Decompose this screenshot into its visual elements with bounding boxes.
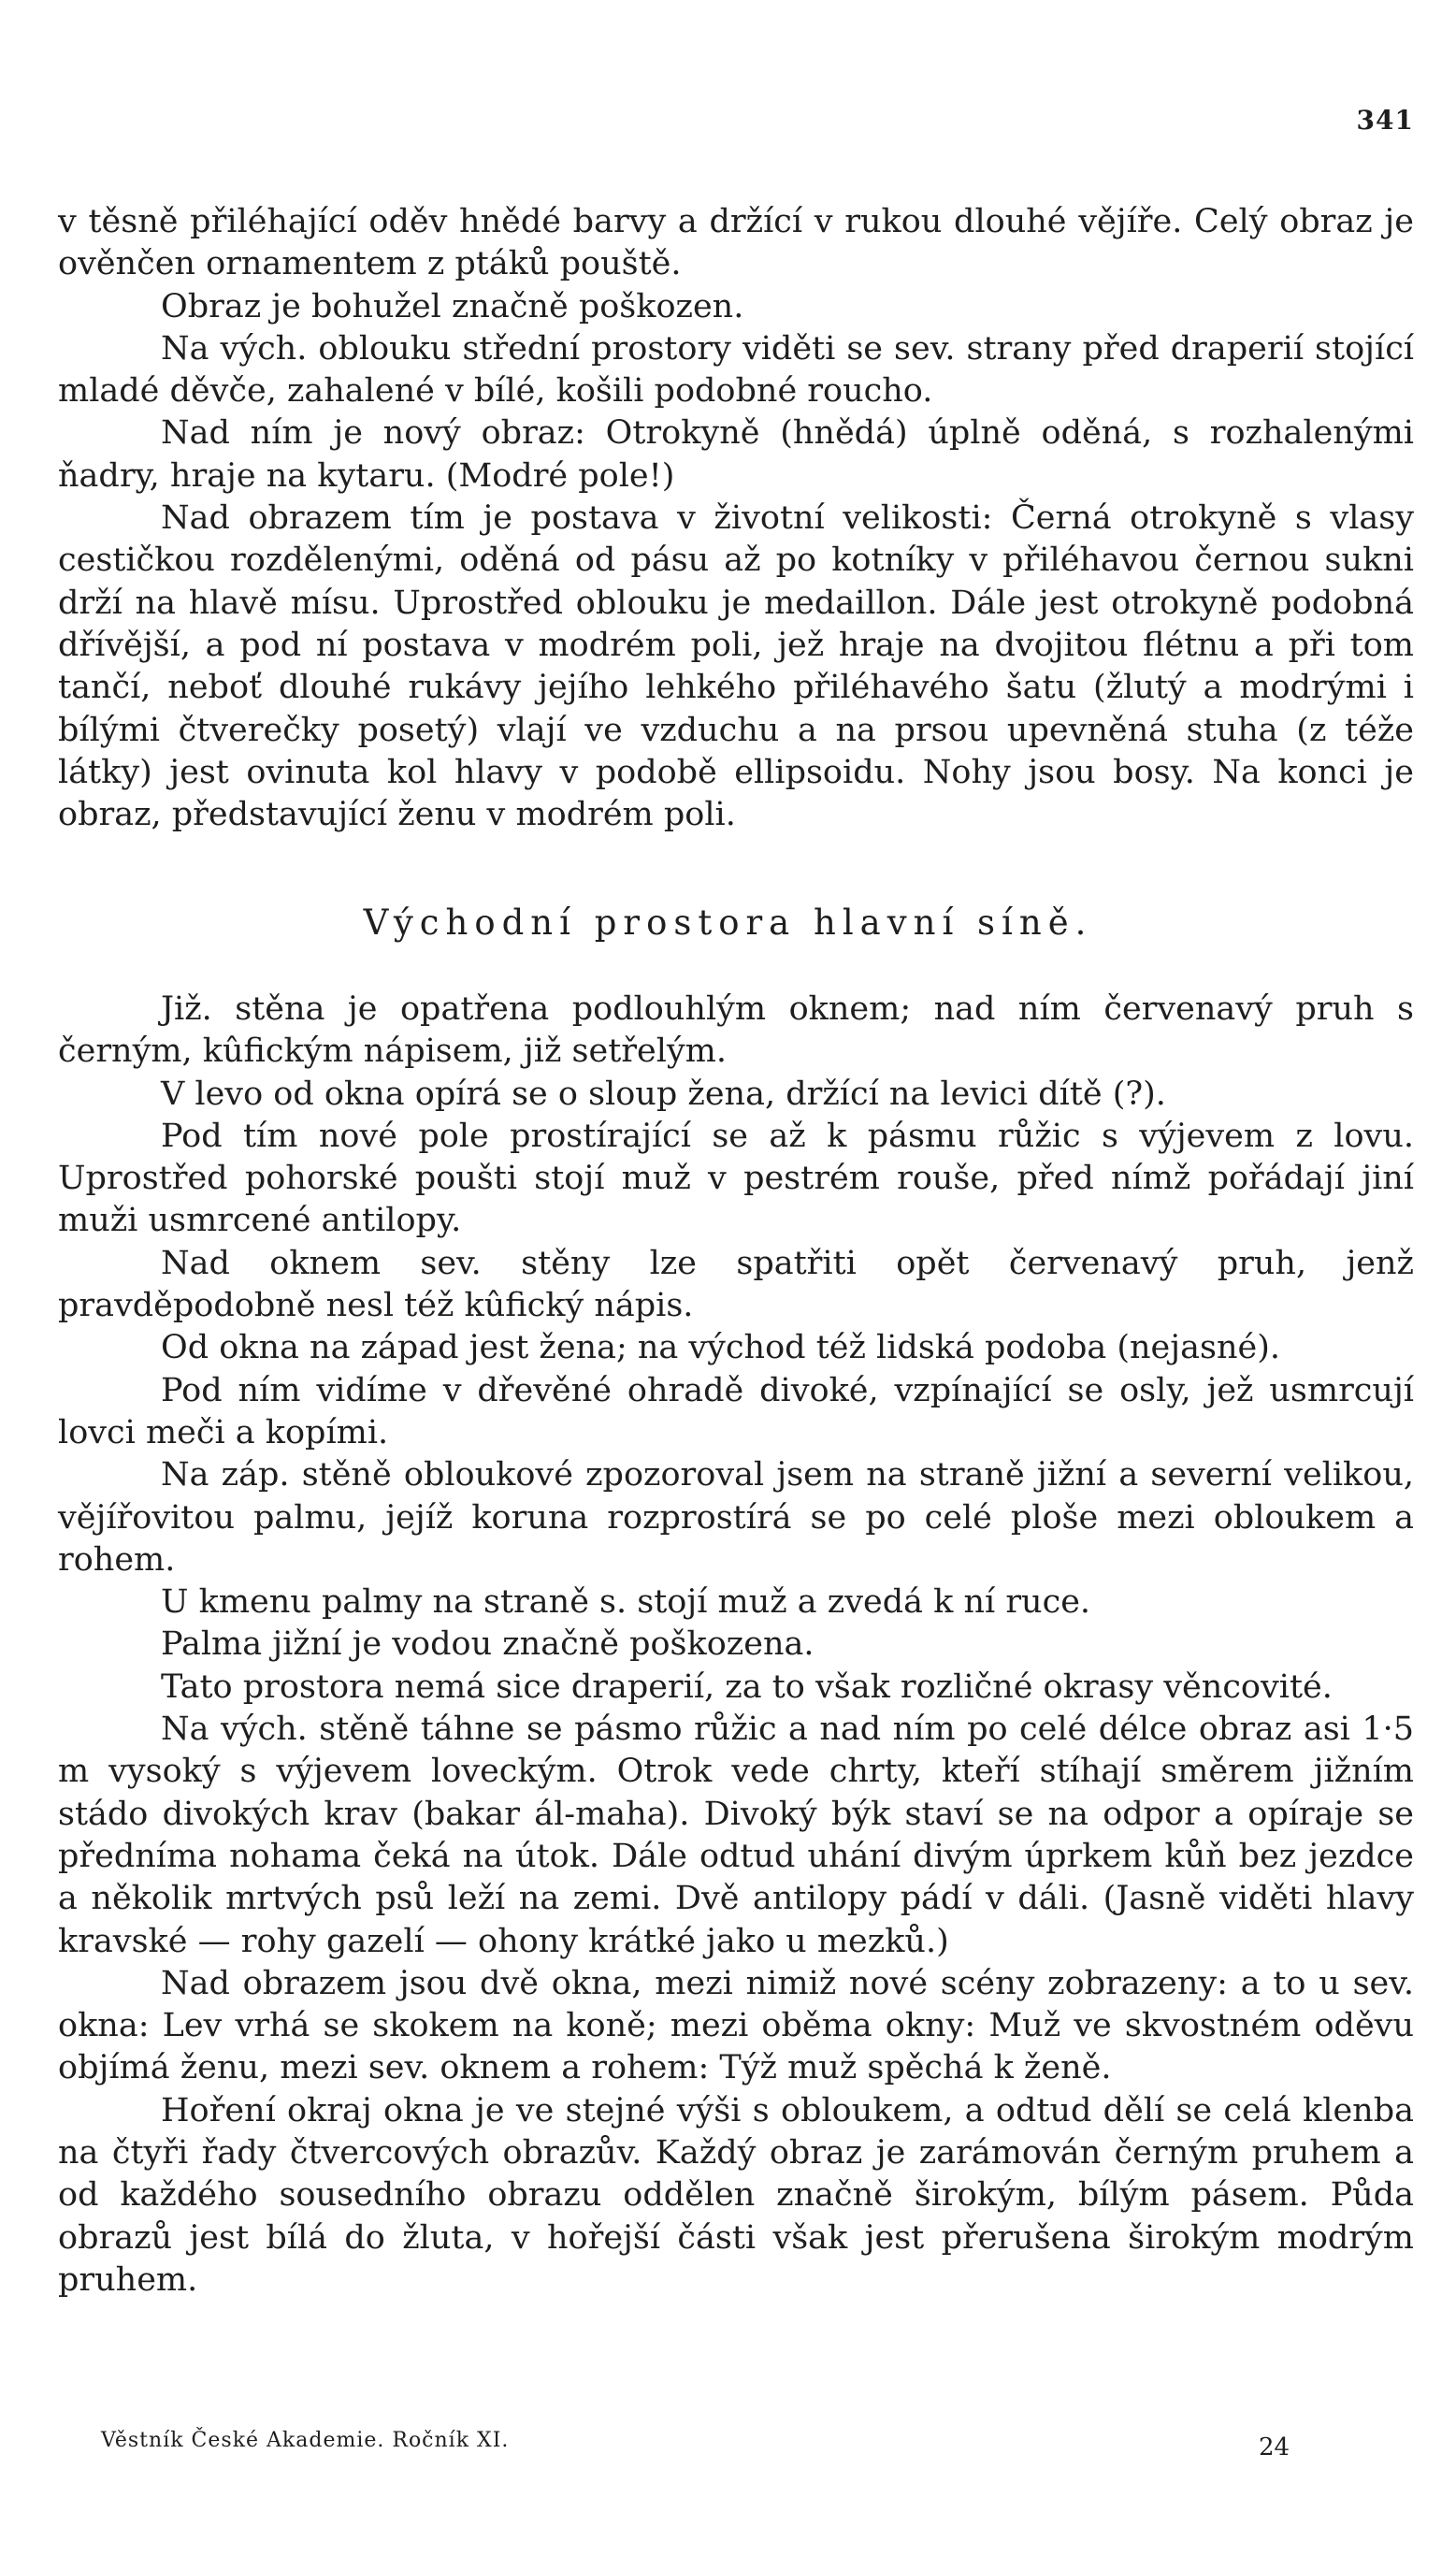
signature-number: 24 xyxy=(1259,2433,1290,2461)
paragraph: V levo od okna opírá se o sloup žena, držící na levici dítě (?). xyxy=(161,1075,1166,1113)
paragraph: Nad oknem sev. stěny lze spatřiti opět červenavý pruh, jenž pravděpodobně nesl též kûfický nápis. xyxy=(58,1244,1414,1325)
paragraph: Nad obrazem jsou dvě okna, mezi nimiž nové scény zobrazeny: a to u sev. okna: Lev vrhá se skokem na koně; mezi oběma okny: Muž ve skvostném oděvu objímá ženu, mezi sev. oknem a rohem: Týž muž spěchá k ženě. xyxy=(58,1964,1414,2087)
paragraph: Palma jižní je vodou značně poškozena. xyxy=(161,1625,814,1664)
paragraph: Již. stěna je opatřena podlouhlým oknem; nad ním červenavý pruh s černým, kûfickým nápisem, již setřelým. xyxy=(58,990,1414,1071)
paragraph: Nad ním je nový obraz: Otrokyně (hnědá) úplně oděná, s rozhalenými ňadry, hraje na kytaru. (Modré pole!) xyxy=(58,414,1414,495)
paragraph: Na záp. stěně obloukové zpozoroval jsem na straně jižní a severní velikou, vějířovitou palmu, jejíž koruna rozprostírá se po celé ploše mezi obloukem a rohem. xyxy=(58,1456,1414,1579)
paragraph: Pod tím nové pole prostírající se až k pásmu růžic s výjevem z lovu. Uprostřed pohorské poušti stojí muž v pestrém rouše, před nímž pořádají jiní muži usmrcené antilopy. xyxy=(58,1117,1414,1240)
page-number: 341 xyxy=(1356,105,1414,136)
paragraph: Na vých. oblouku střední prostory viděti se sev. strany před draperií stojící mladé děvče, zahalené v bílé, košili podobné roucho. xyxy=(58,329,1414,411)
paragraph: Pod ním vidíme v dřevěné ohradě divoké, vzpínající se osly, jež usmrcují lovci meči a kopími. xyxy=(58,1371,1414,1451)
paragraph: Tato prostora nemá sice draperií, za to však rozličné okrasy věncovité. xyxy=(161,1667,1333,1706)
paragraph: Hoření okraj okna je ve stejné výši s obloukem, a odtud dělí se celá klenba na čtyři řady čtvercových obrazův. Každý obraz je zarámován černým pruhem a od každého sousedního obrazu oddělen značně širokým, bílým pásem. Půda obrazů jest bílá do žluta, v hořejší části však jest přerušena širokým modrým pruhem. xyxy=(58,2091,1414,2299)
text-block-upper xyxy=(58,201,1414,836)
text-block-lower xyxy=(58,989,1414,2302)
paragraph: Od okna na západ jest žena; na východ též lidská podoba (nejasné). xyxy=(161,1329,1280,1367)
paragraph: U kmenu palmy na straně s. stojí muž a zvedá k ní ruce. xyxy=(161,1583,1091,1622)
paragraph: Nad obrazem tím je postava v životní velikosti: Černá otrokyně s vlasy cestičkou rozdělenými, oděná od pásu až po kotníky v přiléhavou černou sukni drží na hlavě mísu. Uprostřed oblouku je medaillon. Dále jest otrokyně podobná dřívější, a pod ní postava v modrém poli, jež hraje na dvojitou flétnu a při tom tančí, neboť dlouhé rukávy jejího lehkého přiléhavého šatu (žlutý a modrými i bílými čtverečky posetý) vlají ve vzduchu a na prsou upevněná stuha (z téže látky) jest ovinuta kol hlavy v podobě ellipsoidu. Nohy jsou bosy. Na konci je obraz, představující ženu v modrém poli. xyxy=(58,499,1414,834)
paragraph: Obraz je bohužel značně poškozen. xyxy=(161,287,744,325)
journal-footer: Věstník České Akademie. Ročník XI. xyxy=(101,2429,510,2452)
paragraph: Na vých. stěně táhne se pásmo růžic a nad ním po celé délce obraz asi 1·5 m vysoký s výjevem loveckým. Otrok vede chrty, kteří stíhají směrem jižním stádo divokých krav (bakar ál-maha). Divoký býk staví se na odpor a opíraje se předníma nohama čeká na útok. Dále odtud uhání divým úprkem kůň bez jezdce a několik mrtvých psů leží na zemi. Dvě antilopy pádí v dáli. (Jasně viděti hlavy kravské — rohy gazelí — ohony krátké jako u mezků.) xyxy=(58,1711,1414,1960)
paragraph: v těsně přiléhající oděv hnědé barvy a držící v rukou dlouhé vějíře. Celý obraz je ověnčen ornamentem z ptáků pouště. xyxy=(58,203,1414,283)
section-heading: Východní prostora hlavní síně. xyxy=(363,902,1093,943)
